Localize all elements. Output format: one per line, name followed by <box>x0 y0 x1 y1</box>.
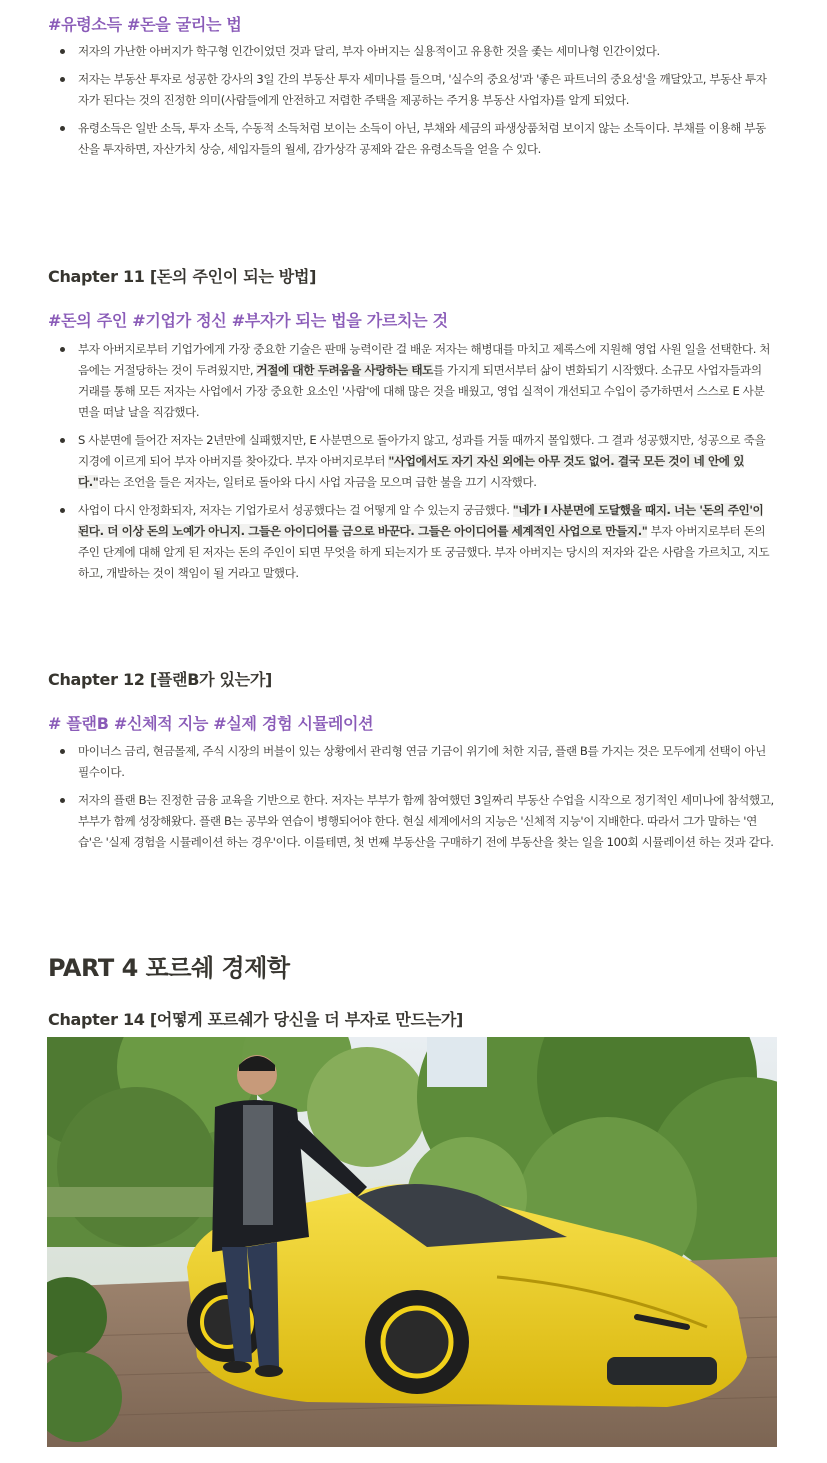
bullet-text: 유령소득은 일반 소득, 투자 소득, 수동적 소득처럼 보이는 소득이 아닌, 부채와 세금의 파생상품처럼 보이지 않는 소득이다. 부채를 이용해 부동산을 투자하면, 자산가치 상승, 세입자들의 월세, 감가상각 공제와 같은 유령소득을 얻을 수 있다. <box>78 121 766 156</box>
bold-highlight-text: "네가 I 사분면에 도달했을 때지. 너는 '돈의 주인'이 된다. 더 이상 돈의 노예가 아니지. 그들은 아이디어를 금으로 바꾼다. 그들은 아이디어를 세계적인 사업으로 만들지." <box>78 503 764 538</box>
bullet-item <box>58 790 774 853</box>
chapter-14-heading: Chapter 14 [어떻게 포르쉐가 당신을 더 부자로 만드는가] <box>48 1010 464 1029</box>
bullet-text: 저자의 가난한 아버지가 학구형 인간이었던 것과 달리, 부자 아버지는 실용적이고 유용한 것을 좇는 세미나형 인간이었다. <box>78 44 660 58</box>
chapter-12-heading: Chapter 12 [플랜B가 있는가] <box>48 670 273 689</box>
bold-highlight-text: "사업에서도 자기 자신 외에는 아무 것도 없어. 결국 모든 것이 네 안에 있다." <box>78 454 745 489</box>
bullet-list-ghost-income <box>58 41 774 167</box>
bullet-item <box>58 41 774 62</box>
bullet-item <box>58 69 774 111</box>
bullet-text: 저자는 부동산 투자로 성공한 강사의 3일 간의 부동산 투자 세미나를 들으며, '실수의 중요성'과 '좋은 파트너의 중요성'을 깨달았고, 부동산 투자자가 된다는 것의 진정한 의미(사람들에게 안전하고 저렴한 주택을 제공하는 주거용 부동산 사업자)를 알게 되었다. <box>78 72 767 107</box>
tag-heading-plan-b: # 플랜B #신체적 지능 #실제 경험 시뮬레이션 <box>48 714 374 733</box>
bullet-text: 사업이 다시 안정화되자, 저자는 기업가로서 성공했다는 걸 어떻게 알 수 있는지 궁금했다. <box>78 503 513 517</box>
bullet-item <box>58 741 774 783</box>
bullet-list-plan-b <box>58 741 774 860</box>
bullet-list-money-master <box>58 339 774 591</box>
tag-heading-ghost-income: #유령소득 #돈을 굴리는 법 <box>48 15 242 34</box>
bullet-text: S 사분면에 들어간 저자는 2년만에 실패했지만, E 사분면으로 돌아가지 않고, 성과를 거둘 때까지 몰입했다. 그 결과 성공했지만, 성공으로 죽을 지경에 이르게 되어 부자 아버지를 찾아갔다. 부자 아버지로부터 <box>78 433 766 468</box>
bullet-item <box>58 500 774 584</box>
bullet-item <box>58 339 774 423</box>
bullet-item <box>58 430 774 493</box>
car-photo-illustration <box>47 1037 777 1447</box>
bullet-text: 저자의 플랜 B는 진정한 금융 교육을 기반으로 한다. 저자는 부부가 함께 참여했던 3일짜리 부동산 수업을 시작으로 정기적인 세미나에 참석했고, 부부가 함께 성장해왔다. 플랜 B는 공부와 연습이 병행되어야 한다. 현실 세계에서의 지능은 '신체적 지능'이 지배한다. 따라서 그가 말하는 '연습'은 '실제 경험을 시뮬레이션 하는 경우'이다. 이를테면, 첫 번째 부동산을 구매하기 전에 부동산을 찾는 일을 100회 시뮬레이션 하는 것과 같다. <box>78 793 774 849</box>
part-4-heading: PART 4 포르쉐 경제학 <box>48 954 290 982</box>
photo-man-with-yellow-car <box>47 1037 777 1447</box>
bold-highlight-text: 거절에 대한 두려움을 사랑하는 태도 <box>256 363 433 377</box>
bullet-text: 마이너스 금리, 현금몰제, 주식 시장의 버블이 있는 상황에서 관리형 연금 기금이 위기에 처한 지금, 플랜 B를 가지는 것은 모두에게 선택이 아닌 필수이다. <box>78 744 766 779</box>
tag-heading-money-master: #돈의 주인 #기업가 정신 #부자가 되는 법을 가르치는 것 <box>48 311 448 330</box>
bullet-text: 부자 아버지로부터 돈의 주인 단계에 대해 알게 된 저자는 돈의 주인이 되면 무엇을 하게 되는지가 또 궁금했다. 부자 아버지는 당시의 저자와 같은 사람을 가르치고, 지도하고, 개발하는 것이 책임이 될 거라고 말했다. <box>78 524 770 580</box>
bullet-text: 라는 조언을 들은 저자는, 일터로 돌아와 다시 사업 자금을 모으며 급한 불을 끄기 시작했다. <box>98 475 537 489</box>
bullet-text: 부자 아버지로부터 기업가에게 가장 중요한 기술은 판매 능력이란 걸 배운 저자는 해병대를 마치고 제록스에 지원해 영업 사원 일을 선택한다. 처음에는 거절당하는 것이 두려웠지만, <box>78 342 771 377</box>
bullet-item <box>58 118 774 160</box>
chapter-11-heading: Chapter 11 [돈의 주인이 되는 방법] <box>48 267 317 286</box>
bullet-text: 를 가지게 되면서부터 삶이 변화되기 시작했다. 소규모 사업자들과의 거래를 통해 모든 저자는 사업에서 가장 중요한 요소인 '사람'에 대해 많은 것을 배웠고, 영업 실적이 개선되고 수입이 증가하면서 스스로 E 사분면을 떠날 날을 직감했다. <box>78 363 765 419</box>
